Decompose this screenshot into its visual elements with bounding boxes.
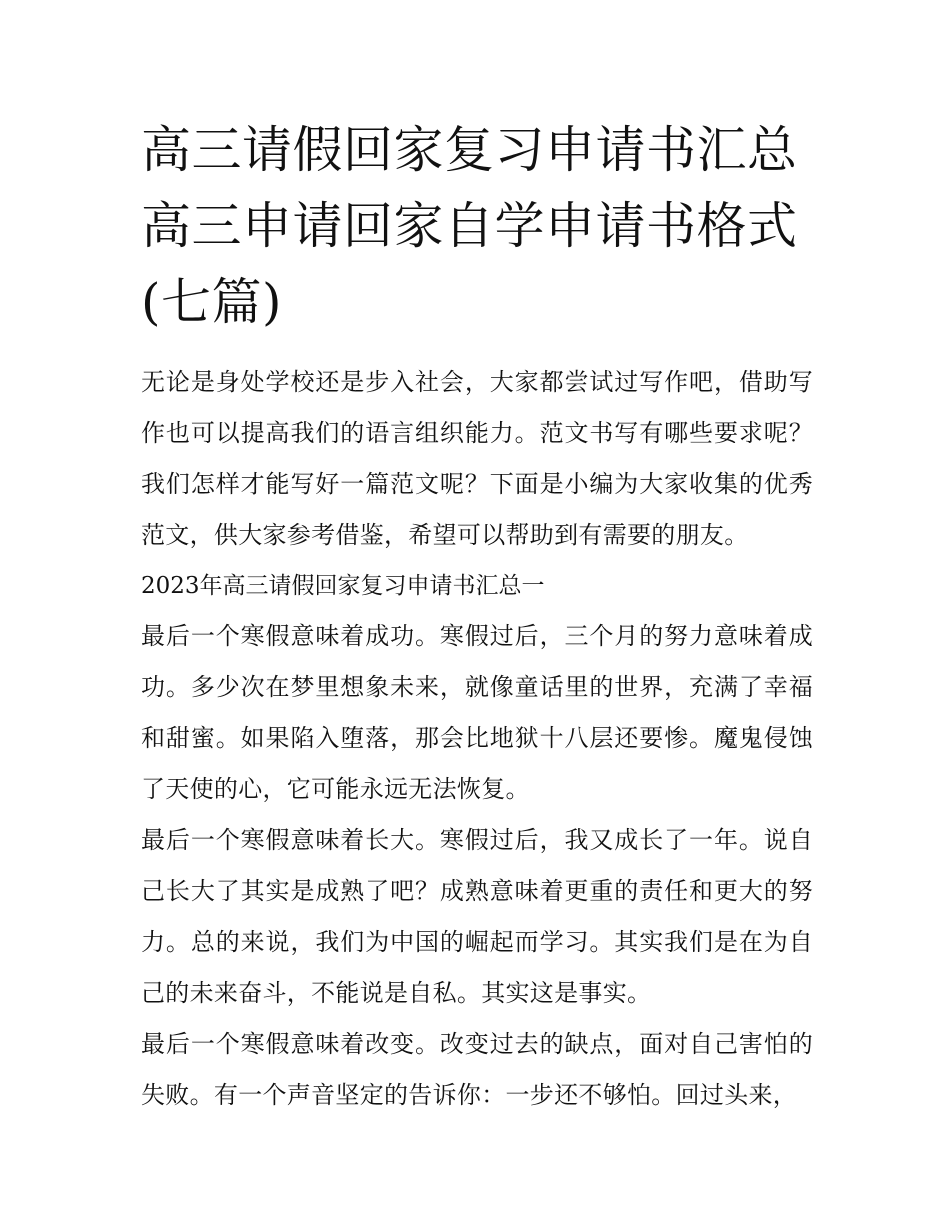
document-title: [141, 112, 813, 340]
title-line-2: 高三申请回家自学申请书格式: [141, 197, 798, 255]
title-line-1: 高三请假回家复习申请书汇总: [141, 121, 798, 179]
body-paragraph-1: 最后一个寒假意味着成功。寒假过后，三个月的努力意味着成功。多少次在梦里想象未来，就像童话里的世界，充满了幸福和甜蜜。如果陷入堕落，那会比地狱十八层还要惨。魔鬼侵蚀了天使的心，它可能永远无法恢复。: [141, 622, 813, 803]
document-body: [141, 357, 813, 1121]
document-content: [141, 112, 813, 1121]
body-paragraph-2: 最后一个寒假意味着长大。寒假过后，我又成长了一年。说自己长大了其实是成熟了吧？成熟意味着更重的责任和更大的努力。总的来说，我们为中国的崛起而学习。其实我们是在为自己的未来奋斗，不能说是自私。其实这是事实。: [141, 826, 813, 1007]
section-heading: 2023年高三请假回家复习申请书汇总一: [141, 573, 545, 599]
intro-paragraph: 无论是身处学校还是步入社会，大家都尝试过写作吧，借助写作也可以提高我们的语言组织能力。范文书写有哪些要求呢？我们怎样才能写好一篇范文呢？下面是小编为大家收集的优秀范文，供大家参考借鉴，希望可以帮助到有需要的朋友。: [141, 368, 813, 549]
title-line-3: (七篇): [141, 273, 283, 331]
body-paragraph-3: 最后一个寒假意味着改变。改变过去的缺点，面对自己害怕的失败。有一个声音坚定的告诉你：一步还不够怕。回过头来，: [141, 1030, 813, 1109]
